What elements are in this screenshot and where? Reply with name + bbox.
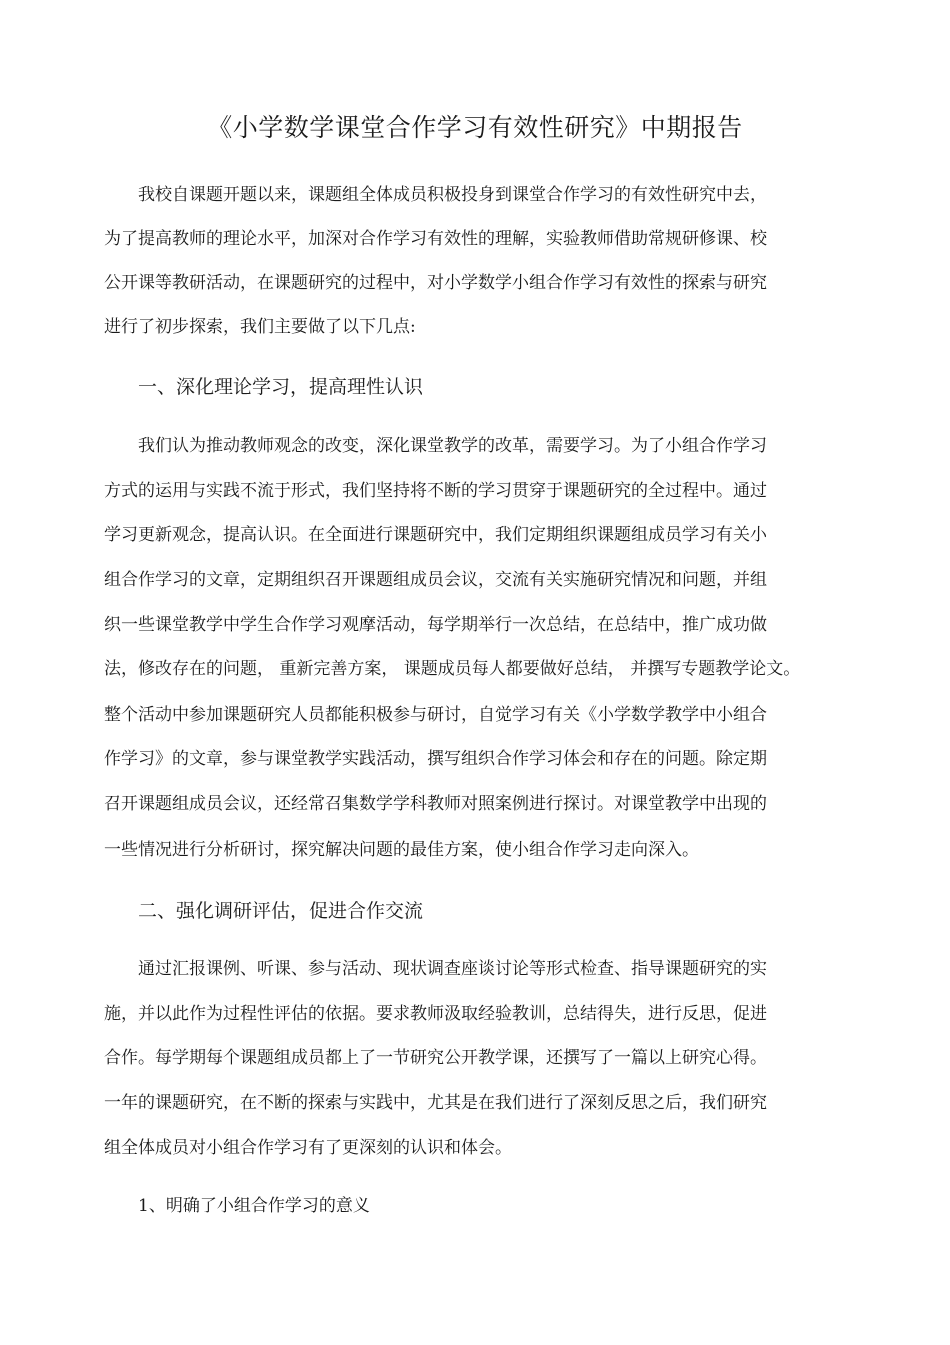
section-1-heading: 一、深化理论学习，提高理性认识: [138, 376, 424, 398]
subheading: 1、明确了小组合作学习的意义: [138, 1196, 370, 1216]
section-1-line-2: 方式的运用与实践不流于形式，我们坚持将不断的学习贯穿于课题研究的全过程中。通过: [104, 481, 767, 501]
section-2-line-1: 通过汇报课例、听课、参与活动、现状调查座谈讨论等形式检查、指导课题研究的实: [138, 959, 767, 979]
intro-line-3: 公开课等教研活动，在课题研究的过程中，对小学数学小组合作学习有效性的探索与研究: [104, 273, 767, 293]
section-2-line-3: 合作。每学期每个课题组成员都上了一节研究公开教学课，还撰写了一篇以上研究心得。: [104, 1048, 767, 1068]
intro-line-4: 进行了初步探索，我们主要做了以下几点:: [104, 317, 416, 337]
section-1-line-1: 我们认为推动教师观念的改变，深化课堂教学的改革，需要学习。为了小组合作学习: [138, 436, 767, 456]
section-1-line-6: 法，修改存在的问题， 重新完善方案， 课题成员每人都要做好总结， 并撰写专题教学论文。: [104, 659, 801, 679]
section-1-line-10: 一些情况进行分析研讨，探究解决问题的最佳方案，使小组合作学习走向深入。: [104, 840, 699, 860]
section-2-line-4: 一年的课题研究，在不断的探索与实践中，尤其是在我们进行了深刻反思之后，我们研究: [104, 1093, 767, 1113]
intro-line-1: 我校自课题开题以来，课题组全体成员积极投身到课堂合作学习的有效性研究中去，: [138, 185, 767, 205]
section-2-heading: 二、强化调研评估，促进合作交流: [138, 900, 424, 922]
section-1-line-8: 作学习》的文章，参与课堂教学实践活动，撰写组织合作学习体会和存在的问题。除定期: [104, 749, 767, 769]
section-1-line-5: 织一些课堂教学中学生合作学习观摩活动，每学期举行一次总结，在总结中，推广成功做: [104, 615, 767, 635]
intro-line-2: 为了提高教师的理论水平，加深对合作学习有效性的理解，实验教师借助常规研修课、校: [104, 229, 767, 249]
section-1-line-9: 召开课题组成员会议，还经常召集数学学科教师对照案例进行探讨。对课堂教学中出现的: [104, 794, 767, 814]
section-2-line-2: 施，并以此作为过程性评估的依据。要求教师汲取经验教训，总结得失，进行反思，促进: [104, 1004, 767, 1024]
section-2-line-5: 组全体成员对小组合作学习有了更深刻的认识和体会。: [104, 1138, 512, 1158]
section-1-line-3: 学习更新观念，提高认识。在全面进行课题研究中，我们定期组织课题组成员学习有关小: [104, 525, 767, 545]
section-1-line-4: 组合作学习的文章，定期组织召开课题组成员会议，交流有关实施研究情况和问题，并组: [104, 570, 767, 590]
document-title: 《小学数学课堂合作学习有效性研究》中期报告: [207, 113, 743, 142]
section-1-line-7: 整个活动中参加课题研究人员都能积极参与研讨，自觉学习有关《小学数学教学中小组合: [104, 705, 767, 725]
